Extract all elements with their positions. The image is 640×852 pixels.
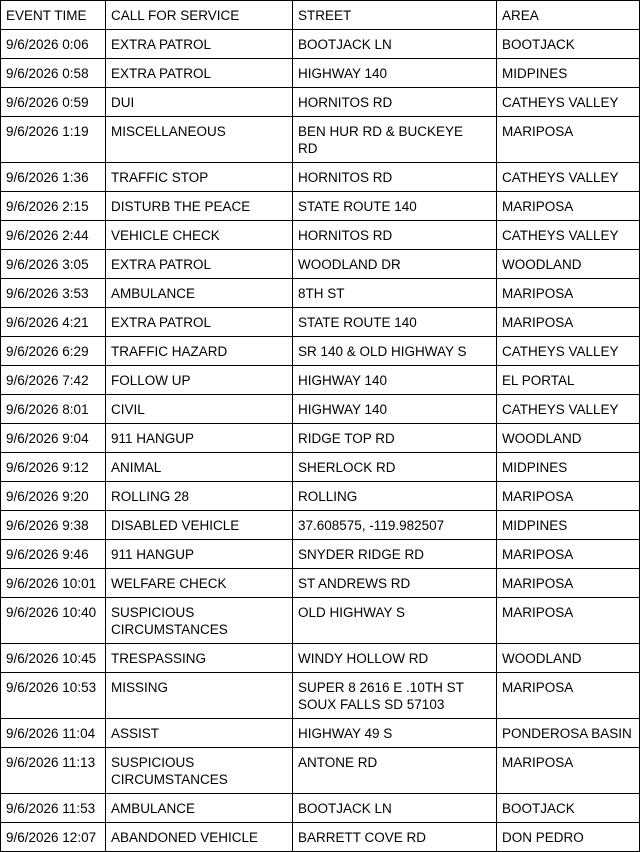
event-time-cell: 9/6/2026 4:21 [1,308,106,337]
event-time-cell: 9/6/2026 10:45 [1,644,106,673]
table-row [1,644,640,673]
call-type-cell: ANIMAL [106,453,293,482]
event-time-cell: 9/6/2026 0:06 [1,30,106,59]
event-time-cell: 9/6/2026 9:46 [1,540,106,569]
call-type-cell: VEHICLE CHECK [106,221,293,250]
street-cell: HIGHWAY 140 [293,395,497,424]
call-type-cell: EXTRA PATROL [106,308,293,337]
table-row [1,794,640,823]
area-cell: EL PORTAL [497,366,640,395]
street-cell: WINDY HOLLOW RD [293,644,497,673]
table-row [1,453,640,482]
area-cell: MIDPINES [497,453,640,482]
call-type-cell: AMBULANCE [106,794,293,823]
call-type-cell: DISABLED VEHICLE [106,511,293,540]
area-cell: MARIPOSA [497,540,640,569]
street-cell: ROLLING [293,482,497,511]
call-type-cell: TRAFFIC STOP [106,163,293,192]
street-cell: BOOTJACK LN [293,30,497,59]
call-type-cell: TRESPASSING [106,644,293,673]
table-row [1,117,640,163]
event-time-cell: 9/6/2026 9:04 [1,424,106,453]
header-call-for-service: CALL FOR SERVICE [106,1,293,30]
call-type-cell: CIVIL [106,395,293,424]
event-time-cell: 9/6/2026 10:53 [1,673,106,719]
call-type-cell: SUSPICIOUS CIRCUMSTANCES [106,598,293,644]
call-type-cell: TRAFFIC HAZARD [106,337,293,366]
table-row [1,673,640,719]
area-cell: DON PEDRO [497,823,640,852]
table-row [1,366,640,395]
street-cell: ST ANDREWS RD [293,569,497,598]
table-row [1,59,640,88]
event-time-cell: 9/6/2026 3:05 [1,250,106,279]
call-type-cell: MISSING [106,673,293,719]
street-cell: HORNITOS RD [293,163,497,192]
event-time-cell: 9/6/2026 10:01 [1,569,106,598]
area-cell: MARIPOSA [497,569,640,598]
area-cell: CATHEYS VALLEY [497,221,640,250]
street-cell: SUPER 8 2616 E .10TH ST SOUX FALLS SD 57103 [293,673,497,719]
table-row [1,511,640,540]
event-time-cell: 9/6/2026 9:12 [1,453,106,482]
area-cell: CATHEYS VALLEY [497,163,640,192]
street-cell: ANTONE RD [293,748,497,794]
table-row [1,163,640,192]
event-time-cell: 9/6/2026 6:29 [1,337,106,366]
call-type-cell: EXTRA PATROL [106,59,293,88]
area-cell: BOOTJACK [497,30,640,59]
area-cell: MARIPOSA [497,279,640,308]
call-type-cell: ASSIST [106,719,293,748]
call-type-cell: EXTRA PATROL [106,250,293,279]
area-cell: WOODLAND [497,424,640,453]
call-type-cell: ROLLING 28 [106,482,293,511]
event-time-cell: 9/6/2026 9:38 [1,511,106,540]
area-cell: MARIPOSA [497,748,640,794]
area-cell: CATHEYS VALLEY [497,395,640,424]
area-cell: WOODLAND [497,250,640,279]
table-row [1,192,640,221]
event-time-cell: 9/6/2026 3:53 [1,279,106,308]
table-row [1,424,640,453]
street-cell: HIGHWAY 140 [293,366,497,395]
table-row [1,308,640,337]
call-type-cell: SUSPICIOUS CIRCUMSTANCES [106,748,293,794]
table-row [1,88,640,117]
street-cell: SNYDER RIDGE RD [293,540,497,569]
event-time-cell: 9/6/2026 1:36 [1,163,106,192]
table-row [1,482,640,511]
street-cell: HIGHWAY 49 S [293,719,497,748]
street-cell: SHERLOCK RD [293,453,497,482]
street-cell: OLD HIGHWAY S [293,598,497,644]
call-type-cell: ABANDONED VEHICLE [106,823,293,852]
event-time-cell: 9/6/2026 2:44 [1,221,106,250]
area-cell: CATHEYS VALLEY [497,88,640,117]
header-street: STREET [293,1,497,30]
area-cell: CATHEYS VALLEY [497,337,640,366]
event-time-cell: 9/6/2026 11:53 [1,794,106,823]
call-type-cell: DISTURB THE PEACE [106,192,293,221]
area-cell: MIDPINES [497,59,640,88]
event-time-cell: 9/6/2026 2:15 [1,192,106,221]
street-cell: 8TH ST [293,279,497,308]
table-row [1,279,640,308]
header-row [1,1,640,30]
event-time-cell: 9/6/2026 0:59 [1,88,106,117]
street-cell: BEN HUR RD & BUCKEYE RD [293,117,497,163]
event-time-cell: 9/6/2026 11:13 [1,748,106,794]
header-event-time: EVENT TIME [1,1,106,30]
call-type-cell: AMBULANCE [106,279,293,308]
area-cell: MARIPOSA [497,117,640,163]
street-cell: 37.608575, -119.982507 [293,511,497,540]
call-type-cell: EXTRA PATROL [106,30,293,59]
street-cell: STATE ROUTE 140 [293,192,497,221]
street-cell: HIGHWAY 140 [293,59,497,88]
table-row [1,719,640,748]
street-cell: BOOTJACK LN [293,794,497,823]
table-row [1,337,640,366]
area-cell: PONDEROSA BASIN [497,719,640,748]
table-row [1,598,640,644]
call-type-cell: 911 HANGUP [106,540,293,569]
street-cell: HORNITOS RD [293,221,497,250]
area-cell: MIDPINES [497,511,640,540]
street-cell: WOODLAND DR [293,250,497,279]
event-time-cell: 9/6/2026 1:19 [1,117,106,163]
header-area: AREA [497,1,640,30]
call-type-cell: WELFARE CHECK [106,569,293,598]
area-cell: MARIPOSA [497,598,640,644]
table-row [1,569,640,598]
event-time-cell: 9/6/2026 7:42 [1,366,106,395]
table-row [1,395,640,424]
call-type-cell: DUI [106,88,293,117]
table-row [1,221,640,250]
area-cell: MARIPOSA [497,673,640,719]
area-cell: BOOTJACK [497,794,640,823]
event-time-cell: 9/6/2026 0:58 [1,59,106,88]
table-row [1,748,640,794]
street-cell: STATE ROUTE 140 [293,308,497,337]
event-time-cell: 9/6/2026 8:01 [1,395,106,424]
street-cell: BARRETT COVE RD [293,823,497,852]
area-cell: WOODLAND [497,644,640,673]
call-type-cell: FOLLOW UP [106,366,293,395]
area-cell: MARIPOSA [497,192,640,221]
event-time-cell: 9/6/2026 10:40 [1,598,106,644]
table-row [1,540,640,569]
table-row [1,823,640,852]
area-cell: MARIPOSA [497,482,640,511]
street-cell: SR 140 & OLD HIGHWAY S [293,337,497,366]
table-row [1,30,640,59]
call-type-cell: 911 HANGUP [106,424,293,453]
street-cell: RIDGE TOP RD [293,424,497,453]
street-cell: HORNITOS RD [293,88,497,117]
area-cell: MARIPOSA [497,308,640,337]
table-row [1,250,640,279]
event-time-cell: 9/6/2026 9:20 [1,482,106,511]
event-time-cell: 9/6/2026 11:04 [1,719,106,748]
event-time-cell: 9/6/2026 12:07 [1,823,106,852]
call-type-cell: MISCELLANEOUS [106,117,293,163]
